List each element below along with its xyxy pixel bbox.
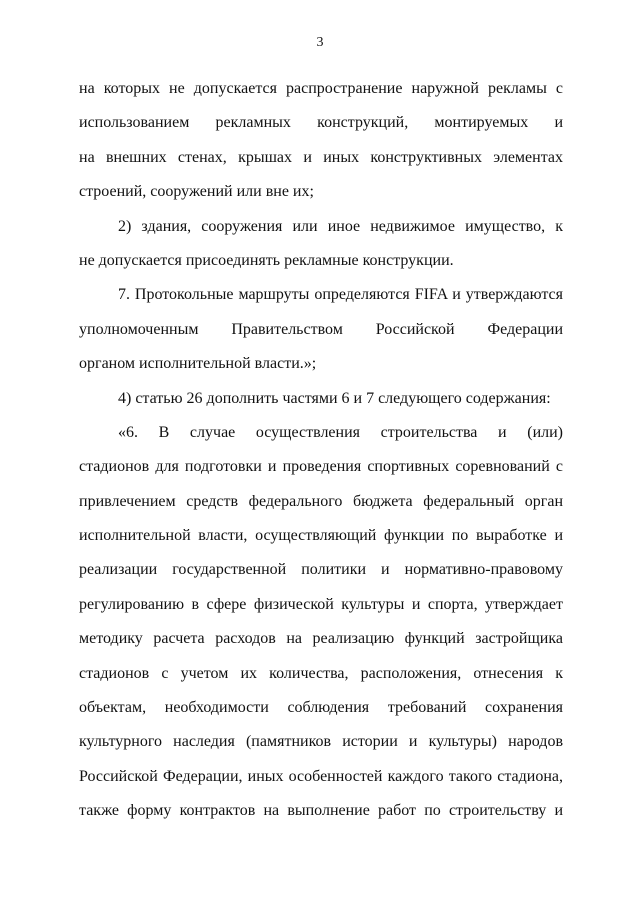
text-line: объектам, необходимости соблюдения требований сохранения bbox=[79, 699, 563, 717]
text-line: также форму контрактов на выполнение работ по строительству и bbox=[79, 802, 563, 820]
text-line: исполнительной власти, осуществляющий функции по выработке и bbox=[79, 527, 563, 545]
text-line: привлечением средств федерального бюджета федеральный орган bbox=[79, 492, 563, 510]
text-line: «6. В случае осуществления строительства и (или) bbox=[118, 423, 563, 441]
page-number: 3 bbox=[316, 35, 324, 50]
text-line: 7. Протокольные маршруты определяются FIFA и утверждаются bbox=[118, 286, 563, 304]
text-line: строений, сооружений или вне их; bbox=[79, 183, 314, 201]
text-line: культурного наследия (памятников истории и культуры) народов bbox=[79, 733, 563, 751]
text-line: использованием рекламных конструкций, монтируемых и bbox=[79, 114, 563, 132]
text-line: уполномоченным Правительством Российской Федерации bbox=[79, 320, 563, 338]
text-line: 4) статью 26 дополнить частями 6 и 7 следующего содержания: bbox=[118, 389, 551, 407]
text-line: Российской Федерации, иных особенностей каждого такого стадиона, bbox=[79, 767, 563, 785]
text-line: 2) здания, сооружения или иное недвижимое имущество, к bbox=[118, 217, 563, 235]
document-body bbox=[79, 72, 563, 829]
text-line: не допускается присоединять рекламные конструкции. bbox=[79, 251, 454, 269]
text-line: стадионов для подготовки и проведения спортивных соревнований с bbox=[79, 458, 563, 476]
text-line: органом исполнительной власти.»; bbox=[79, 355, 317, 373]
text-line: регулированию в сфере физической культуры и спорта, утверждает bbox=[79, 595, 563, 613]
text-line: методику расчета расходов на реализацию функций застройщика bbox=[79, 630, 563, 648]
text-line: на внешних стенах, крышах и иных конструктивных элементах bbox=[79, 148, 563, 166]
text-line: реализации государственной политики и нормативно-правовому bbox=[79, 561, 563, 579]
text-line: на которых не допускается распространение наружной рекламы с bbox=[79, 80, 563, 97]
text-line: стадионов с учетом их количества, расположения, отнесения к bbox=[79, 664, 563, 682]
